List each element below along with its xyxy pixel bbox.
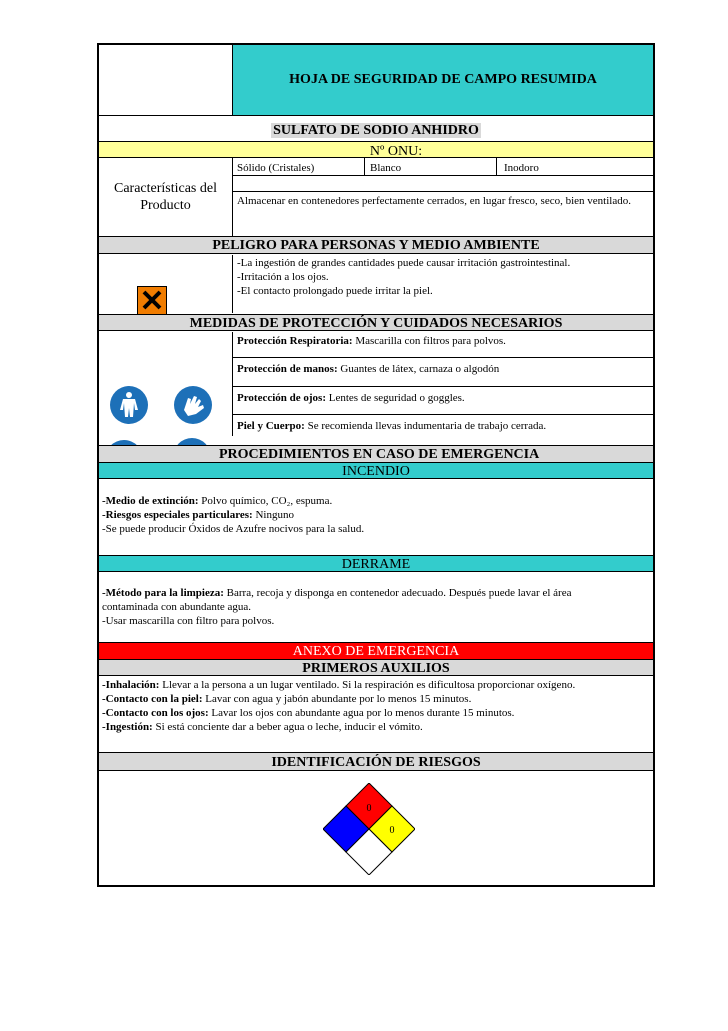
spill-line: -Método para la limpieza: Barra, recoja y disponga en contenedor adecuado. Después puede lavar el área xyxy=(102,587,572,599)
spill-lines xyxy=(102,586,650,628)
hazards-lines xyxy=(237,256,652,298)
characteristics-label: Características del Producto xyxy=(113,181,217,213)
spill-title: DERRAME xyxy=(99,555,653,572)
hazard-line: -El contacto prolongado puede irritar la piel. xyxy=(237,285,433,297)
protection-item-respiratory: Protección Respiratoria: Mascarilla con filtros para polvos. xyxy=(237,335,506,347)
logo-cell xyxy=(99,45,232,115)
first-aid-lines xyxy=(102,678,652,734)
hazards-title: PELIGRO PARA PERSONAS Y MEDIO AMBIENTE xyxy=(99,237,653,254)
protection-item-eyes: Protección de ojos: Lentes de seguridad o goggles. xyxy=(237,392,465,404)
fire-title: INCENDIO xyxy=(99,462,653,479)
flammability-value: 0 xyxy=(366,803,372,814)
first-aid-line: -Contacto con los ojos: Lavar los ojos con abundante agua por lo menos durante 15 minutos. xyxy=(102,707,515,719)
hazard-pictogram xyxy=(137,286,167,316)
hazard-line: -Irritación a los ojos. xyxy=(237,271,329,283)
product-name: SULFATO DE SODIO ANHIDRO xyxy=(273,123,479,138)
emergency-title: PROCEDIMIENTOS EN CASO DE EMERGENCIA xyxy=(99,446,653,462)
product-name-row xyxy=(99,122,653,139)
protection-title: MEDIDAS DE PROTECCIÓN Y CUIDADOS NECESARIOS xyxy=(99,315,653,331)
fire-line: -Medio de extinción: Polvo químico, CO₂, espuma. xyxy=(102,495,333,507)
spill-line: contaminada con abundante agua. xyxy=(102,601,252,613)
color-value: Blanco xyxy=(370,162,402,174)
fire-lines xyxy=(102,494,650,536)
protection-item-hands: Protección de manos: Guantes de látex, carnaza o algodón xyxy=(237,363,500,375)
title-cell xyxy=(233,45,653,115)
odor-value: Inodoro xyxy=(504,162,539,174)
first-aid-line: -Inhalación: Llevar a la persona a un lugar ventilado. Si la respiración es dificultosa proporcionar oxígeno. xyxy=(102,679,576,691)
harmful-x-icon xyxy=(138,287,166,315)
protective-suit-icon xyxy=(110,386,148,424)
safety-sheet xyxy=(97,43,655,887)
storage-text: Almacenar en contenedores perfectamente cerrados, en lugar fresco, seco, bien ventilado. xyxy=(237,195,631,207)
gloves-icon xyxy=(174,386,212,424)
fire-line: -Riesgos especiales particulares: Ninguno xyxy=(102,509,294,521)
nfpa-diamond xyxy=(323,783,415,875)
state-value: Sólido (Cristales) xyxy=(237,162,315,174)
first-aid-line: -Contacto con la piel: Lavar con agua y jabón abundante por lo menos 15 minutos. xyxy=(102,693,472,705)
hazard-line: -La ingestión de grandes cantidades puede causar irritación gastrointestinal. xyxy=(237,257,571,269)
first-aid-title: PRIMEROS AUXILIOS xyxy=(99,659,653,676)
sheet-title: HOJA DE SEGURIDAD DE CAMPO RESUMIDA xyxy=(289,72,597,87)
reactivity-value: 0 xyxy=(389,825,395,836)
annex-title: ANEXO DE EMERGENCIA xyxy=(99,642,653,659)
onu-label: Nº ONU: xyxy=(369,144,423,159)
first-aid-line: -Ingestión: Si está conciente dar a beber agua o leche, inducir el vómito. xyxy=(102,721,423,733)
fire-line: -Se puede producir Óxidos de Azufre nocivos para la salud. xyxy=(102,523,365,535)
spill-line: -Usar mascarilla con filtro para polvos. xyxy=(102,615,275,627)
risk-title: IDENTIFICACIÓN DE RIESGOS xyxy=(99,752,653,771)
onu-row xyxy=(99,141,653,158)
protection-item-body: Piel y Cuerpo: Se recomienda llevas indumentaria de trabajo cerrada. xyxy=(237,420,547,432)
